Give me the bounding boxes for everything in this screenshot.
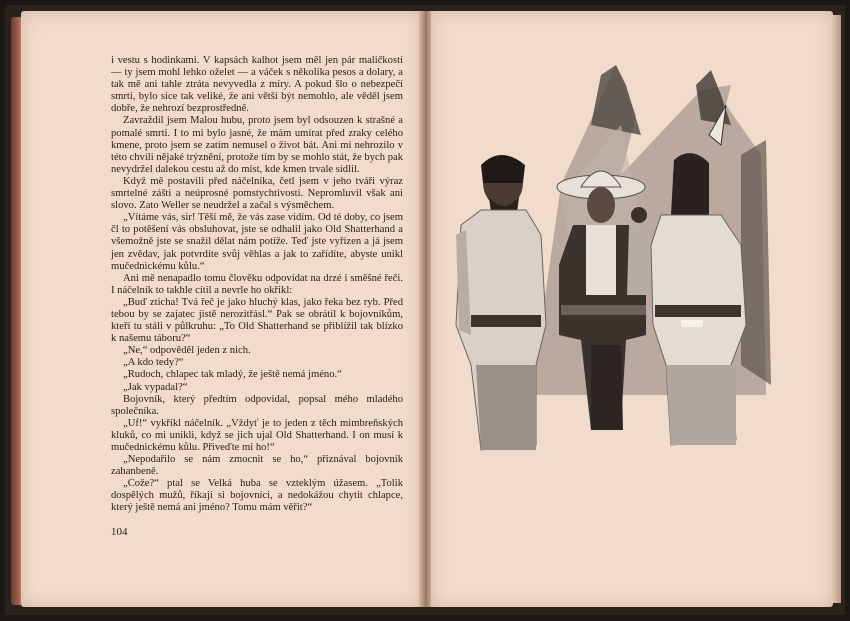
paragraph-3: Když mě postavili před náčelníka, četl jsem v jeho tváři výraz smrtelné zášti a neúprosné pomstychtivosti. Nepromluvil však ani slovo. Zato Weller se neudržel a začal s výsměchem.	[111, 175, 403, 212]
paragraph-11: Bojovník, který předtím odpovídal, popsal mého mladého společníka.	[111, 393, 403, 417]
page-edge	[831, 15, 841, 603]
open-book	[5, 5, 845, 615]
paragraph-13: „Nepodařilo se nám zmocnit se ho,“ přiznával bojovník zahanbeně.	[111, 454, 403, 478]
paragraph-9: „Rudoch, chlapec tak mladý, že ještě nemá jméno.“	[123, 369, 342, 381]
paragraph-6: „Buď zticha! Tvá řeč je jako hluchý klas, jako řeka bez ryb. Před tebou by se zajatec jistě nerozitřásl.“ Pak se obrátil k bojovníkům, kteří tu stáli v půlkruhu: „To Old Shatterhand se přiblížil tak blízko k našemu táboru?“	[111, 296, 403, 345]
paragraph-14: „Cože?“ ptal se Velká huba se vzteklým úžasem. „Tolik dospělých mužů, říkají si bojovníci, a nedokážou chytit chlapce, který ještě nemá ani jméno? Tomu mám věřit?“	[111, 478, 403, 514]
paragraph-8: „A kdo tedy?“	[123, 357, 184, 369]
western-figures-illustration-icon	[441, 65, 771, 455]
left-page	[21, 11, 421, 607]
paragraph-10: „Jak vypadal?“	[123, 381, 188, 393]
page-text	[111, 55, 403, 515]
paragraph-12: „Uf!“ vykřikl náčelník. „Vždyť je to jeden z těch mimbreňských kluků, co mi unikli, když se jich ujal Old Shatterhand. I on musí k mučednickému kůlu. Přiveďte mi ho!“	[111, 417, 403, 453]
paragraph-7: „Ne,“ odpověděl jeden z nich.	[123, 345, 251, 357]
paragraph-5: Ani mě nenapadlo tomu člověku odpovídat na drzé i směšné řeči. I náčelník to takhle cítil a nevrle ho okřikl:	[111, 272, 403, 296]
paragraph-2: Zavraždil jsem Malou hubu, proto jsem byl odsouzen k strašné a pomalé smrti. I to mi bylo jasné, že mám umírat před zraky celého kmene, proto jsem se zatím nemusel o život bát. Ani mi nehrozilo v této chvíli nějaké trýznění, protože tím by se mohlo stát, že bych pak nevydržel dalekou cestu až do míst, kde kmen trvale sídlil.	[111, 115, 403, 175]
paragraph-1: i vestu s hodinkami. V kapsách kalhot jsem měl jen pár maličkostí — ty jsem mohl lehko oželet — a váček s několika pesos a dolary, a tak mě ani tahle ztráta nevyvedla z míry. A pokud šlo o nebezpečí smrti, bylo sice tak veliké, že ani větší být nemohlo, ale věděl jsem dobře, že nehrozí bezprostředně.	[111, 55, 403, 115]
page-number: 104	[111, 526, 128, 538]
paragraph-4: „Vítáme vás, sir! Těší mě, že vás zase vidím. Od té doby, co jsem čl to potěšení vás obsluhovat, jste se odhalil jako Old Shatterhand a všemožně jste se snažil dělat nám potíže. Teď jste vyřízen a já jsem jen zvědav, jak potvrdíte svůj věhlas a jak to zařídíte, abyste unikl mučednickému kůlu.“	[111, 212, 403, 272]
